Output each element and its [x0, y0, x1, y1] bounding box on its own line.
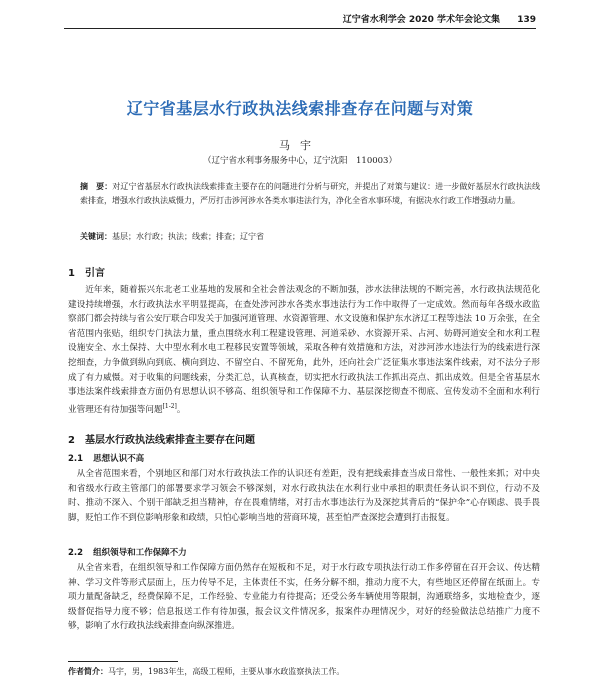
footnote-text: 马宇，男，1983年生，高级工程师，主要从事水政监察执法工作。 [108, 667, 345, 676]
subsection-2-1-paragraph: 从全省范围来看，个别地区和部门对水行政执法工作的认识还有差距，没有把线索排查当成日常性、一般性来抓；对中央和省级水行政主管部门的部署要求学习领会不够深刻，对水行政执法在水利行业中承担的职责任务认识不到位，行动不及时、推动不深入、个别干部缺乏担当精神，存在畏难情绪，对打击水事违法行为及深挖其背后的“保护伞”心存顾虑、畏手畏脚，贬怕工作不到位影响形象和政绩，只怕心影响当地的营商环境，甚至怕严查深挖会遭到打击报复。 [68, 469, 540, 523]
keywords-label: 关键词： [80, 232, 112, 241]
author-name: 马宇 [279, 139, 321, 152]
page-number: 139 [517, 15, 536, 25]
subsection-title: 组织领导和工作保障不力 [93, 548, 187, 558]
running-header [64, 12, 536, 29]
citation: [1-2] [162, 402, 177, 410]
section-number: 1 [68, 268, 75, 279]
footnote-divider [68, 661, 178, 662]
subsection-heading-2-2 [68, 546, 187, 558]
abstract [80, 180, 540, 208]
author-affiliation: （辽宁省水利事务服务中心，辽宁沈阳 110003） [203, 156, 397, 166]
subsection-2-2-paragraph: 从全省来看，在组织领导和工作保障方面仍然存在短板和不足，对于水行政专项执法行动工作多停留在召开会议、传达精神、学习文件等形式层面上，压力传导不足，主体责任不实，任务分解不细，推动力度不大，有些地区还停留在纸面上。专项力量配备缺乏，经费保障不足，工作经验、专业能力有待提高；还受公务车辆使用等限制，沟通联络多，实地检查少，逐级督促指导力度不够；信息报送工作有待加强，报会议文件情况多，报案件办理情况少，对好的经验做法总结推广力度不够，影响了水行政执法线索排查向纵深推进。 [68, 563, 540, 632]
paragraph-end: 。 [176, 404, 186, 415]
abstract-text: 对辽宁省基层水行政执法线索排查主要存在的问题进行分析与研究，并提出了对策与建议：进一步做好基层水行政执法线索排查，增强水行政执法威慑力，严厉打击涉河涉水各类水事违法行为，净化全省水事环境，有据决水行政工作增强动力量。 [80, 182, 541, 205]
article-title: 辽宁省基层水行政执法线索排查存在问题与对策 [126, 99, 474, 118]
paragraph-text: 近年来，随着振兴东北老工业基地的发展和全社会普法观念的不断加强，涉水法律法规的不断完善，水行政执法规范化建设持续增强，水行政执法水平明显提高，在查处涉河涉水各类水事违法行为工作中取得了一定成效。然而每年各级水政监察部门都会持续与省公安厅联合印发关于加强河道管理、水资源管理、水文设施和保护东水济辽工程等违法 10 万余张，在全省范围内张贴，组织专门执法力量，重点围绕水利工程建设管理、河道采砂、水资源开采、占河、妨碍河道安全和水利工程设施安全、水土保持、大中型水利水电工程移民安置等领域，采取各种有效措施和方法，对涉河涉水违法行为的线索进行深挖细查，力争做到纵向到底、横向到边、不留空白、不留死角，此外，还向社会广泛征集水事违法案件线索，对不法分子形成了有力威慑。对于收集的问题线索，分类汇总，认真核查，切实把水行政执法工作抓出亮点、抓出成效。但是全省基层水事违法案件线索排查方面仍有思想认识不够高、组织领导和工作保障不力、基层深挖彻查不彻底、宣传发动不全面和水利行业管理还有待加强等问题 [68, 285, 540, 415]
footnote [68, 666, 540, 677]
section-number: 2 [68, 435, 75, 446]
section-heading-2 [68, 431, 255, 446]
subsection-number: 2.2 [68, 548, 84, 558]
subsection-number: 2.1 [68, 454, 84, 464]
subsection-heading-2-1 [68, 452, 144, 464]
section-title: 引言 [84, 268, 105, 279]
section-1-paragraph [68, 283, 540, 417]
running-title: 辽宁省水利学会 2020 学术年会论文集 [342, 15, 501, 25]
keywords [80, 230, 540, 244]
section-heading-1 [68, 264, 105, 279]
abstract-label: 摘 要： [80, 182, 113, 191]
footnote-label: 作者简介： [68, 667, 108, 676]
subsection-title: 思想认识不高 [93, 454, 145, 464]
keywords-text: 基层；水行政；执法；线索；排查；辽宁省 [112, 232, 264, 241]
section-title: 基层水行政执法线索排查主要存在问题 [84, 435, 255, 446]
